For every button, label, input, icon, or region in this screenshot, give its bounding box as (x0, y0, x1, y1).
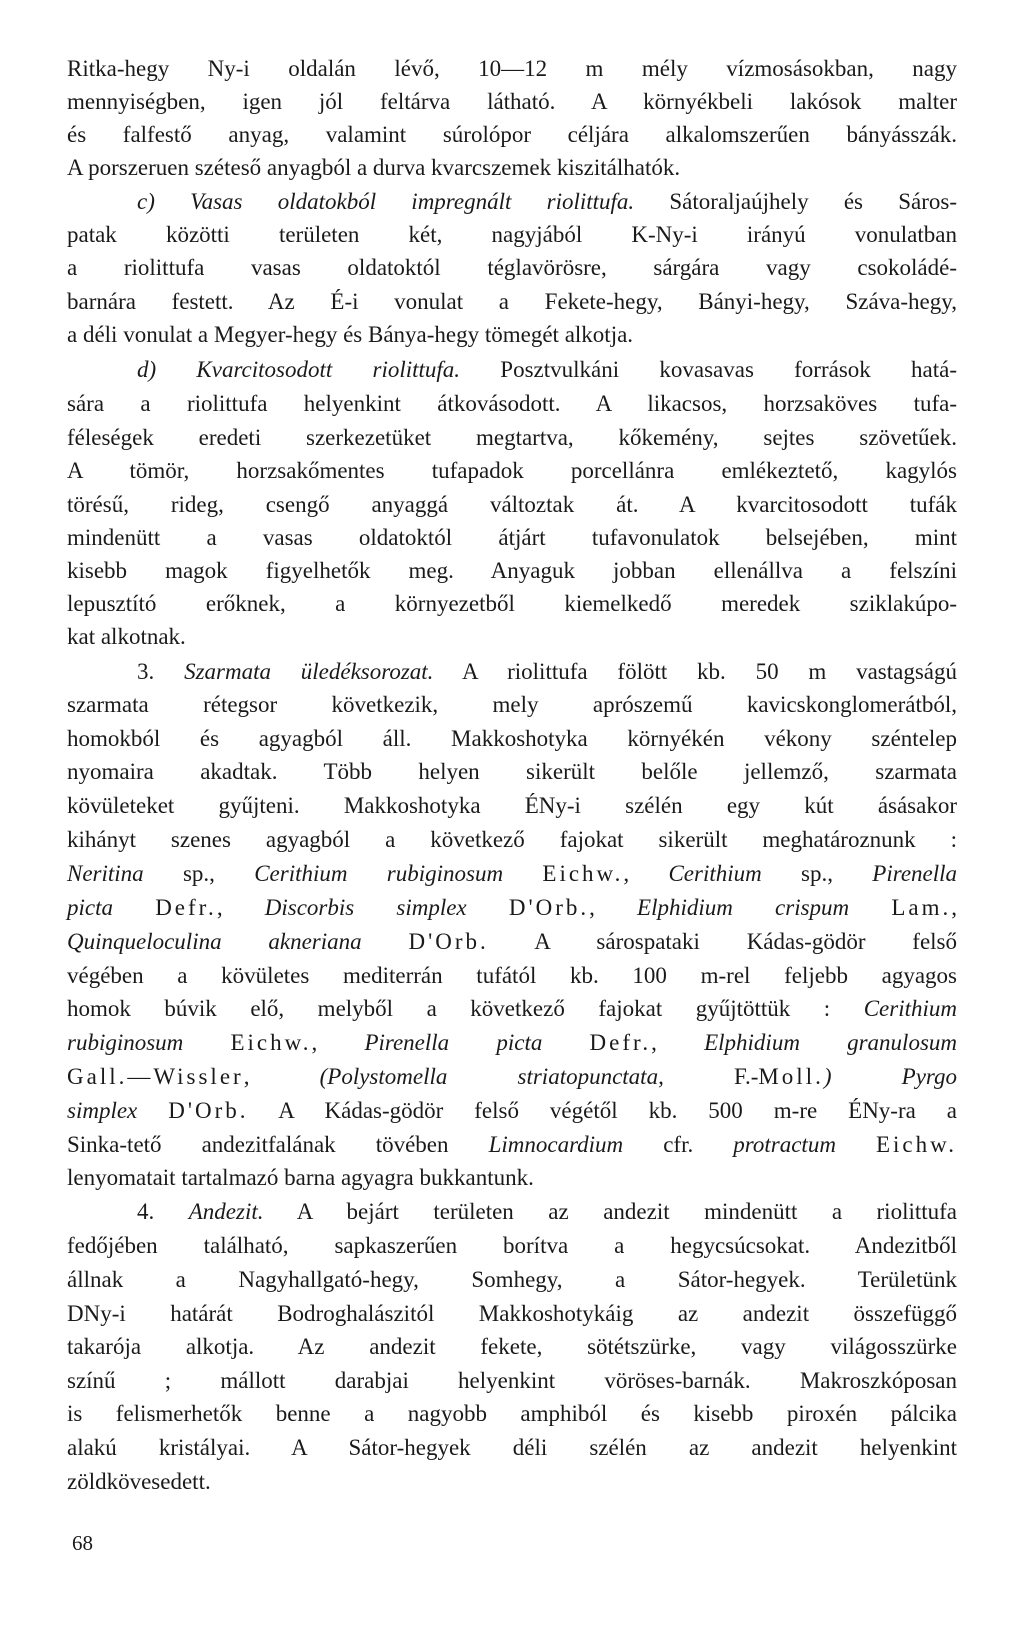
taxon-name: Elphidium granulosum (704, 1030, 958, 1055)
text-span (836, 1132, 876, 1157)
text-line: mindenütt a vasas oldatoktól átjárt tufavonulatok belsejében, mint (67, 525, 957, 550)
page-number: 68 (72, 1531, 93, 1555)
taxon-name: Pirenella (872, 861, 958, 886)
section-number: 3. (137, 659, 185, 684)
author-name: D'Orb. (168, 1098, 249, 1123)
species-line (67, 1029, 957, 1056)
text-span: sp., (761, 861, 873, 886)
text-span: , (311, 1030, 365, 1055)
text-line: és falfestő anyag, valamint súrolópor céljára alkalomszerűen bányásszák. (67, 122, 957, 147)
author-name: D'Orb. (508, 895, 590, 920)
taxon-name: protractum (733, 1132, 836, 1157)
text-line (137, 188, 957, 215)
text-line: színű ; mállott darabjai helyenkint vöröses-barnák. Makroszkóposan (67, 1368, 957, 1393)
text-span: F.- (663, 1064, 759, 1089)
author-name: Eichw. (542, 861, 624, 886)
subsection-heading: c) Vasas oldatokból impregnált riolittufa. (137, 189, 635, 214)
text-line: kövületeket gyűjteni. Makkoshotyka ÉNy-i szélén egy kút ásásakor (67, 793, 957, 818)
author-name: Moll. (758, 1064, 824, 1089)
text-line: A tömör, horzsakőmentes tufapadok porcellánra emlékeztető, kagylós (67, 458, 957, 483)
text-line: mennyiségben, igen jól feltárva látható. A környékbeli lakósok malter (67, 89, 957, 114)
text-line (137, 1198, 957, 1225)
text-line: állnak a Nagyhallgató-hegy, Somhegy, a Sátor-hegyek. Területünk (67, 1267, 957, 1292)
taxon-name: Cerithium (668, 861, 762, 886)
species-line (67, 995, 957, 1022)
taxon-name: (Polystomella striatopunctata, (319, 1064, 664, 1089)
text-span: , (623, 861, 669, 886)
text-span (467, 895, 509, 920)
text-line: kisebb magok figyelhetők meg. Anyaguk jobban ellenállva a felszíni (67, 558, 957, 583)
taxon-name: ) Pyrgo (823, 1064, 958, 1089)
text-span: Sátoraljaújhely és Sáros- (634, 189, 957, 214)
author-name: Defr. (155, 895, 217, 920)
species-line (67, 928, 957, 955)
species-line (67, 1131, 957, 1158)
text-line: alakú kristályai. A Sátor-hegyek déli szélén az andezit helyenkint (67, 1435, 957, 1460)
text-span (183, 1030, 230, 1055)
text-span (542, 1030, 589, 1055)
text-line: a déli vonulat a Megyer-hegy és Bánya-hegy tömegét alkotja. (67, 322, 634, 347)
taxon-name: Discorbis simplex (264, 895, 467, 920)
author-name: Eichw. (230, 1030, 312, 1055)
text-span: A bejárt területen az andezit mindenütt a riolittufa (263, 1199, 957, 1224)
section-heading: Szarmata üledéksorozat. (184, 659, 434, 684)
text-span (137, 1098, 168, 1123)
author-name: Eichw. (875, 1132, 957, 1157)
text-line: A porszeruen széteső anyagból a durva kvarcszemek kiszitálhatók. (67, 155, 681, 180)
taxon-name: Elphidium crispum (637, 895, 850, 920)
text-line: szarmata rétegsor következik, mely aprószemű kavicskonglomerátból, (67, 692, 957, 717)
taxon-name: Pirenella picta (364, 1030, 543, 1055)
text-span (113, 895, 155, 920)
author-name: D'Orb. (408, 929, 489, 954)
author-name: Gall.—Wissler (67, 1064, 244, 1089)
text-line: lepusztító erőknek, a környezetből kiemelkedő meredek sziklakúpo- (67, 591, 957, 616)
text-line (137, 658, 957, 685)
text-span (849, 895, 891, 920)
species-line (67, 1097, 957, 1124)
taxon-name: simplex (67, 1098, 138, 1123)
taxon-name: Neritina (67, 861, 144, 886)
text-span: sp., (143, 861, 255, 886)
taxon-name: Quinqueloculina akneriana (67, 929, 362, 954)
section-heading: Andezit. (188, 1199, 264, 1224)
text-span: , (243, 1064, 320, 1089)
text-span: A sárospataki Kádas-gödör felső (488, 929, 958, 954)
text-line: a riolittufa vasas oldatoktól téglavörösre, sárgára vagy csokoládé- (67, 255, 957, 280)
text-span: homok búvik elő, melyből a következő fajokat gyűjtöttük : (67, 996, 864, 1021)
text-span: A riolittufa fölött kb. 50 m vastagságú (433, 659, 958, 684)
text-line: DNy-i határát Bodroghalászitól Makkoshotykáig az andezit összefüggő (67, 1301, 957, 1326)
text-line: kat alkotnak. (67, 624, 186, 649)
text-span (362, 929, 409, 954)
text-span: , (951, 895, 958, 920)
text-line: barnára festett. Az É-i vonulat a Fekete-hegy, Bányi-hegy, Száva-hegy, (67, 289, 957, 314)
text-line: lenyomatait tartalmazó barna agyagra bukkantunk. (67, 1165, 534, 1190)
section-number: 4. (137, 1199, 189, 1224)
text-line: patak közötti területen két, nagyjából K-Ny-i irányú vonulatban (67, 222, 957, 247)
taxon-name: Limnocardium (488, 1132, 624, 1157)
text-span: , (651, 1030, 705, 1055)
text-line: féleségek eredeti szerkezetüket megtartva, kőkemény, sejtes szövetűek. (67, 425, 957, 450)
subsection-heading: d) Kvarcitosodott riolittufa. (137, 357, 461, 382)
text-span: A Kádas-gödör felső végétől kb. 500 m-re ÉNy-ra a (248, 1098, 957, 1123)
text-span: cfr. (623, 1132, 734, 1157)
author-name: Lam. (891, 895, 952, 920)
text-line: nyomaira akadtak. Több helyen sikerült belőle jellemző, szarmata (67, 759, 957, 784)
text-span: Posztvulkáni kovasavas források hatá- (460, 357, 957, 382)
species-line (67, 860, 957, 887)
taxon-name: Cerithium (863, 996, 957, 1021)
text-line: takarója alkotja. Az andezit fekete, sötétszürke, vagy világosszürke (67, 1334, 957, 1359)
text-line: végében a kövületes mediterrán tufától kb. 100 m-rel feljebb agyagos (67, 963, 957, 988)
author-name: Defr. (589, 1030, 652, 1055)
text-span (503, 861, 542, 886)
species-line (67, 1063, 957, 1090)
text-line: is felismerhetők benne a nagyobb amphiból és kisebb piroxén pálcika (67, 1401, 957, 1426)
text-line: zöldkövesedett. (67, 1469, 211, 1494)
text-span: Sinka-tető andezitfalának tövében (67, 1132, 489, 1157)
text-line (137, 356, 957, 383)
text-span: , (216, 895, 265, 920)
text-line: Ritka-hegy Ny-i oldalán lévő, 10—12 m mély vízmosásokban, nagy (67, 56, 957, 81)
species-line (67, 894, 957, 921)
taxon-name: rubiginosum (67, 1030, 184, 1055)
taxon-name: Cerithium rubiginosum (254, 861, 504, 886)
text-line: homokból és agyagból áll. Makkoshotyka környékén vékony széntelep (67, 726, 957, 751)
text-line: kihányt szenes agyagból a következő fajokat sikerült meghatároznunk : (67, 827, 957, 852)
text-span: , (589, 895, 638, 920)
taxon-name: picta (67, 895, 113, 920)
text-line: sára a riolittufa helyenkint átkovásodott. A likacsos, horzsaköves tufa- (67, 391, 957, 416)
text-line: fedőjében található, sapkaszerűen borítva a hegycsúcsokat. Andezitből (67, 1233, 957, 1258)
text-line: törésű, rideg, csengő anyaggá változtak át. A kvarcitosodott tufák (67, 492, 957, 517)
